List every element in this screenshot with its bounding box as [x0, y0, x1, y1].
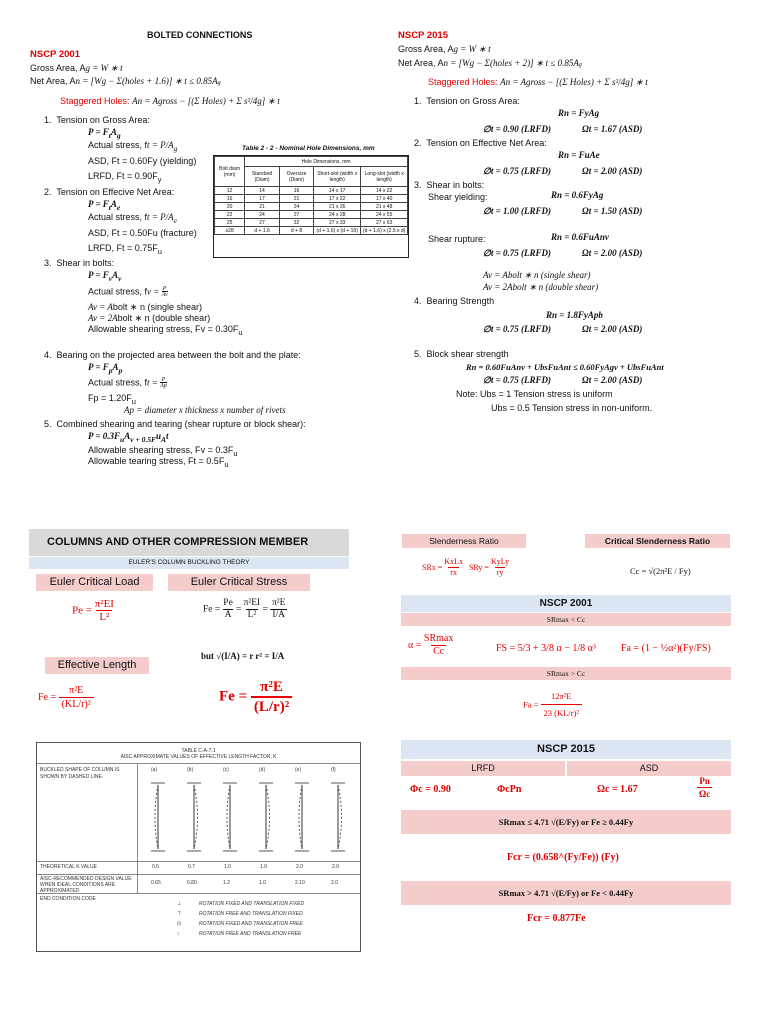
bolt-eq-4c: Ap = diameter x thickness x number of rivets — [124, 405, 286, 415]
fs-formula: FS = 5/3 + 3/8 α − 1/8 α³ — [496, 643, 596, 654]
fe-kl-formula: $Fe = \frac{\text{π²E}}{\text{(KL/r)²}}$ — [38, 684, 94, 711]
bolt-eq-2b: ASD, Ft = 0.50Fu (fracture) — [88, 228, 197, 238]
hole-table-cell: 27 x 63 — [361, 219, 408, 227]
fe-lr-formula: $Fe = \frac{\text{π²E}}{\text{(L/r)²}}$ — [219, 678, 292, 716]
end-condition-icon: ⊤ — [177, 911, 182, 917]
srx-formula: SRx = KxLx rx SRy = KyLy ry — [422, 557, 510, 577]
k-end-label: END CONDITION CODE — [40, 896, 96, 902]
k-theo-value: 2.0 — [332, 864, 339, 870]
r-eq-1b: Ωt = 1.67 (ASD) — [582, 124, 643, 134]
fcr2-formula: Fcr = 0.877Fe — [527, 913, 586, 924]
r-shear-rupture-label: Shear rupture: — [428, 234, 486, 244]
columns-title: COLUMNS AND OTHER COMPRESSION MEMBER — [47, 536, 309, 548]
bolt-eq-3: $P = F_vA_v$ — [88, 270, 122, 283]
pe-formula: $Pe = \frac{\text{π²EI}}{\text{L²}}$ — [72, 598, 114, 623]
bolt-eq-2a: Actual stress, ft = $P/A_e$ — [88, 212, 177, 225]
hole-table-cell: 17 x 22 — [314, 195, 361, 203]
hole-table-cell: (d + 1.6) x (d + 10) — [314, 227, 361, 235]
k-factor-table — [36, 742, 361, 952]
r-item-1: 1. Tension on Gross Area: — [414, 96, 520, 106]
nscp2001-heading: NSCP 2001 — [30, 49, 80, 60]
k-case-label: (e) — [295, 767, 302, 773]
r-eq-2a: ∅t = 0.75 (LRFD) — [483, 166, 551, 176]
k-buckled-label: BUCKLED SHAPE OF COLUMN IS SHOWN BY DASHED LINE. — [40, 767, 120, 780]
r-eq-2b: Ωt = 2.00 (ASD) — [582, 166, 643, 176]
hole-table-cell: 14 — [245, 187, 280, 195]
fcr1-formula: Fcr = (0.658^(Fy/Fe)) (Fy) — [507, 852, 619, 863]
cc-formula: Cc = √(2π²E / Fy) — [630, 566, 691, 576]
r-eq-3a: ∅t = 1.00 (LRFD) — [483, 206, 551, 216]
hole-table-cell: 22 — [215, 211, 245, 219]
hole-table-header: Short-slot (width x length) — [314, 167, 361, 187]
but-r-formula: but √(I/A) = r r² = I/A — [201, 651, 285, 661]
hole-dimensions-table — [213, 145, 409, 258]
bolt-item-4: 4. Bearing on the projected area between the bolt and the plate: — [44, 350, 301, 360]
hole-table-cell: 21 — [245, 203, 280, 211]
r-eq-1a: ∅t = 0.90 (LRFD) — [483, 124, 551, 134]
hole-table-group-header: Hole Dimensions, mm — [245, 157, 408, 167]
r-item-2: 2. Tension on Effective Net Area: — [414, 138, 547, 148]
hole-table-title: Table 2 - 2 - Nominal Hole Dimensions, mm — [242, 145, 375, 152]
r-eq-4a: ∅t = 0.75 (LRFD) — [483, 324, 551, 334]
end-condition-code: ROTATION FIXED AND TRANSLATION FREE — [199, 921, 303, 927]
k-table-title: TABLE C-A-7.1 — [181, 748, 216, 754]
cond-sr-gt-471: SRmax > 4.71 √(E/Fy) or Fe < 0.44Fy — [401, 881, 731, 905]
hole-table-row — [215, 219, 408, 227]
k-theo-value: 0.7 — [188, 864, 195, 870]
r-eq-5b: Ωt = 2.00 (ASD) — [582, 375, 643, 385]
r-eq-3: Rn = 0.6FyAg — [551, 190, 604, 200]
end-condition-icon: ⊥ — [177, 901, 182, 907]
hole-table-cell: 16 — [279, 187, 313, 195]
buckled-column-icon — [185, 777, 203, 855]
hole-table-header: Oversize (Diam) — [279, 167, 313, 187]
bolt-eq-5a: Allowable shearing stress, $Fv = 0.3F_u$ — [88, 445, 238, 458]
hole-table-cell: 25 — [215, 219, 245, 227]
hole-table-cell: 24 x 28 — [314, 211, 361, 219]
hole-table-cell: 17 x 40 — [361, 195, 408, 203]
hole-table-cell: 20 — [215, 203, 245, 211]
net-area-2015: Net Area, An = [Wg − Σ(holes + 2)] ∗ t ≤ 0.85Ag — [398, 58, 582, 68]
r-eq-3g: Av = 2Abolt ∗ n (double shear) — [483, 282, 599, 292]
k-rec-value: 2.10 — [295, 880, 305, 886]
bolt-eq-2: $P = F_tA_e$ — [88, 199, 121, 212]
lrfd-label: LRFD — [401, 761, 565, 776]
effective-length-label: Effective Length — [45, 657, 149, 674]
fa-formula: Fa = (1 − ½α²)(Fy/FS) — [621, 643, 711, 654]
buckled-column-icon — [293, 777, 311, 855]
hole-table-cell: ≥28 — [215, 227, 245, 235]
r-eq-3c: Rn = 0.6FuAnv — [551, 232, 609, 242]
k-case-label: (c) — [223, 767, 229, 773]
hole-table-header: Long-slot (width x length) — [361, 167, 408, 187]
buckled-column-icon — [257, 777, 275, 855]
hole-table-cell: d + 8 — [279, 227, 313, 235]
r-eq-3b: Ωt = 1.50 (ASD) — [582, 206, 643, 216]
r-note-2: Ubs = 0.5 Tension stress in non-uniform. — [491, 403, 653, 413]
k-table-subtitle: AISC APPROXIMATE VALUES OF EFFECTIVE LENGTH FACTOR, K — [120, 754, 277, 760]
bolt-item-3: 3. Shear in bolts: — [44, 258, 115, 268]
bolt-item-5: 5. Combined shearing and tearing (shear rupture or block shear): — [44, 419, 306, 429]
r-item-5: 5. Block shear strength — [414, 349, 509, 359]
hole-table-cell: 32 — [279, 219, 313, 227]
k-theo-value: 0.5 — [152, 864, 159, 870]
bolt-eq-5b: Allowable tearing stress, $Ft = 0.5F_u$ — [88, 456, 229, 469]
asd-label: ASD — [567, 761, 731, 776]
buckled-column-icon — [221, 777, 239, 855]
hole-table-row — [215, 187, 408, 195]
hole-table-cell: 17 — [245, 195, 280, 203]
end-condition-code: ROTATION FREE AND TRANSLATION FREE — [199, 931, 302, 937]
end-condition-code: ROTATION FIXED AND TRANSLATION FIXED — [199, 901, 305, 907]
euler-load-label: Euler Critical Load — [36, 574, 153, 591]
r-shear-yield-label: Shear yielding: — [428, 192, 488, 202]
bolt-item-2: 2. Tension on Effecive Net Area: — [44, 187, 175, 197]
k-rec-value: 0.80 — [187, 880, 197, 886]
r-note-1: Note: Ubs = 1 Tension stress is uniform — [456, 389, 613, 399]
bolt-eq-1a: Actual stress, ft = $P/A_g$ — [88, 140, 178, 153]
bolt-eq-1b: ASD, Ft = 0.60Fy (yielding) — [88, 156, 197, 166]
r-eq-4: Rn = 1.8FyApb — [546, 310, 603, 320]
k-case-label: (b) — [187, 767, 194, 773]
hole-table-row — [215, 211, 408, 219]
hole-table-cell: 12 — [215, 187, 245, 195]
hole-table-cell: 27 — [245, 219, 280, 227]
hole-table-row — [215, 195, 408, 203]
r-eq-5: Rn = 0.60FuAnv + UbsFuAnt ≤ 0.60FyAgv + UbsFuAnt — [466, 362, 664, 372]
k-theo-value: 2.0 — [296, 864, 303, 870]
r-item-4: 4. Bearing Strength — [414, 296, 495, 306]
hole-table-row — [215, 227, 408, 235]
hole-table-cell: 24 x 55 — [361, 211, 408, 219]
cond-sr-gt-cc: SRmax > Cc — [401, 667, 731, 680]
buckled-column-icon — [329, 777, 347, 855]
bolt-eq-1c: LRFD, $Ft = 0.90F_y$ — [88, 171, 162, 184]
euler-subtitle: EULER'S COLUMN BUCKLING THEORY — [29, 557, 349, 569]
bolt-eq-3c: Av = 2Abolt ∗ n (double shear) — [88, 313, 211, 323]
cond-sr-le-471: SRmax ≤ 4.71 √(E/Fy) or Fe ≥ 0.44Fy — [401, 810, 731, 834]
bolt-item-1: 1. Tension on Gross Area: — [44, 115, 150, 125]
net-area-2001: Net Area, An = [Wg − Σ(holes + 1.6)] ∗ t ≤ 0.85Ag — [30, 76, 221, 86]
pn-omega-formula: Pn Ωc — [699, 776, 711, 799]
hole-table-cell: 14 x 17 — [314, 187, 361, 195]
end-condition-code: ROTATION FREE AND TRANSLATION FIXED — [199, 911, 303, 917]
end-condition-icon: ↕ — [177, 931, 180, 937]
gross-area-2001: Gross Area, Ag = W ∗ t — [30, 63, 123, 73]
hole-table-row — [215, 203, 408, 211]
phipn-formula: ΦcPn — [497, 784, 522, 795]
hole-table-cell: 21 — [279, 195, 313, 203]
bolt-eq-4a: Actual stress, ft = $\frac{P}{Ap}$ — [88, 377, 167, 389]
staggered-2015: Staggered Holes: An = Agross − [(Σ Holes) + Σ s²/4g] ∗ t — [428, 77, 648, 87]
k-rec-value: 2.0 — [331, 880, 338, 886]
hole-table-cell: 21 x 26 — [314, 203, 361, 211]
bolt-eq-4: $P = F_pA_p$ — [88, 362, 123, 375]
nscp2001-bar: NSCP 2001 — [401, 595, 731, 612]
fe-formula: $Fe = \frac{Pe}{A} = \frac{\text{π²EI}}{\text{L²}} = \frac{\text{π²E}}{I/A}$ — [203, 598, 286, 620]
bolt-eq-3a: Actual stress, fv = $\frac{P}{Av}$ — [88, 286, 168, 298]
bolt-eq-1: $P = F_tA_g$ — [88, 127, 121, 140]
bolt-eq-2c: LRFD, $Ft = 0.75F_u$ — [88, 243, 162, 256]
r-eq-4b: Ωt = 2.00 (ASD) — [582, 324, 643, 334]
omega-formula: Ωc = 1.67 — [597, 784, 638, 795]
k-theo-label: THEORETICAL K VALUE — [40, 864, 97, 870]
hole-table-cell: 14 x 32 — [361, 187, 408, 195]
k-rec-value: 0.65 — [151, 880, 161, 886]
alpha-formula: α = SRmax Cc — [408, 633, 454, 657]
k-case-label: (a) — [151, 767, 158, 773]
nscp2015-bar: NSCP 2015 — [401, 740, 731, 759]
end-condition-icon: ⊡ — [177, 921, 182, 927]
buckled-column-icon — [149, 777, 167, 855]
fa2-formula: $Fa = \frac{\text{12π²E}}{\text{23 (KL/r)²}}$ — [523, 688, 582, 721]
hole-table-cell: 24 — [245, 211, 280, 219]
hole-table-header: Bolt diam (mm) — [215, 157, 245, 187]
staggered-2001: Staggered Holes: An = Agross − [(Σ Holes) + Σ s²/4g] ∗ t — [60, 96, 280, 106]
k-theo-value: 1.0 — [260, 864, 267, 870]
phic-formula: Φc = 0.90 — [410, 784, 451, 795]
bolt-eq-5: $P = 0.3F_uA_{v + 0.5F}u_At$ — [88, 431, 169, 444]
r-eq-1: Rn = FyAg — [558, 108, 600, 118]
k-case-label: (f) — [331, 767, 336, 773]
euler-stress-label: Euler Critical Stress — [168, 574, 310, 591]
k-rec-value: 1.0 — [259, 880, 266, 886]
hole-table-cell: 16 — [215, 195, 245, 203]
bolt-eq-3b: Av = Abolt ∗ n (single shear) — [88, 302, 203, 312]
hole-table-cell: d + 1.6 — [245, 227, 280, 235]
k-rec-label: AISC-RECOMMENDED DESIGN VALUE WHEN IDEAL CONDITIONS ARE APPROXIMATED — [40, 876, 132, 894]
hole-table-cell: 27 x 33 — [314, 219, 361, 227]
bolt-eq-3d: Allowable shearing stress, $Fv = 0.30F_u$ — [88, 324, 243, 337]
gross-area-2015: Gross Area, Ag = W ∗ t — [398, 44, 491, 54]
k-rec-value: 1.2 — [223, 880, 230, 886]
hole-table-header: Standard (Diam) — [245, 167, 280, 187]
hole-table-cell: 27 — [279, 211, 313, 219]
r-eq-3e: Ωt = 2.00 (ASD) — [582, 248, 643, 258]
nscp2015-heading: NSCP 2015 — [398, 30, 448, 41]
cond-sr-lt-cc: SRmax < Cc — [401, 613, 731, 626]
hole-table-cell: 24 — [279, 203, 313, 211]
hole-table-cell: 21 x 48 — [361, 203, 408, 211]
r-eq-3f: Av = Abolt ∗ n (single shear) — [483, 270, 591, 280]
k-case-label: (d) — [259, 767, 266, 773]
r-eq-3d: ∅t = 0.75 (LRFD) — [483, 248, 551, 258]
bolted-title: BOLTED CONNECTIONS — [147, 30, 253, 40]
critical-slenderness-label: Critical Slenderness Ratio — [585, 534, 730, 548]
k-theo-value: 1.0 — [224, 864, 231, 870]
hole-table-cell: (d + 1.6) x (2.5 x d) — [361, 227, 408, 235]
slenderness-ratio-label: Slenderness Ratio — [402, 534, 526, 548]
r-eq-2: Rn = FuAe — [558, 150, 600, 160]
r-eq-5a: ∅t = 0.75 (LRFD) — [483, 375, 551, 385]
r-item-3: 3. Shear in bolts: — [414, 180, 485, 190]
bolt-eq-4b: $Fp = 1.20F_u$ — [88, 393, 136, 406]
